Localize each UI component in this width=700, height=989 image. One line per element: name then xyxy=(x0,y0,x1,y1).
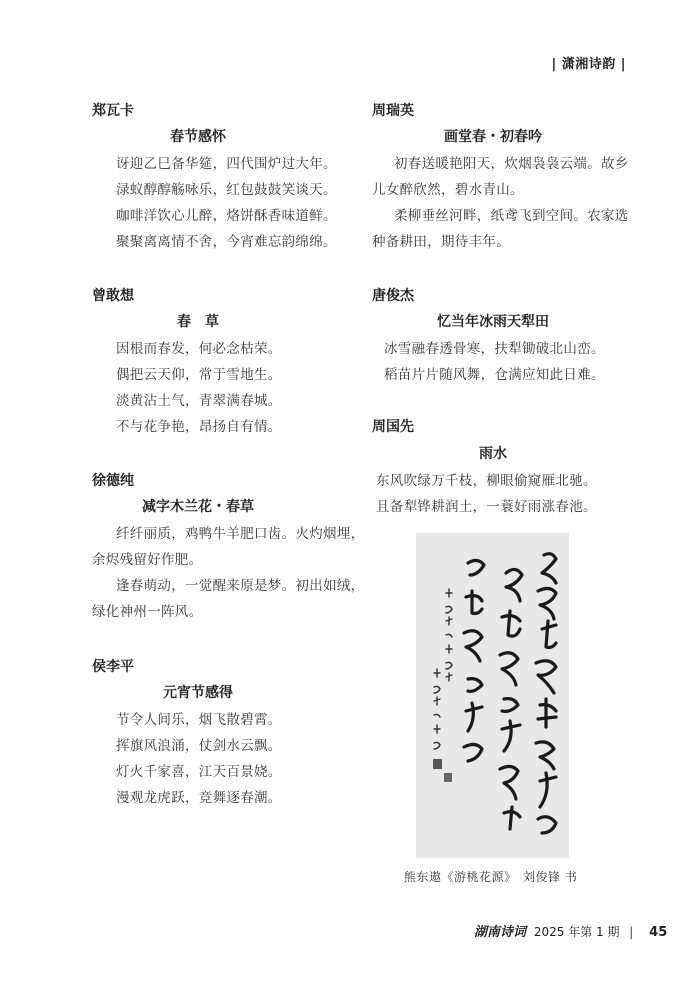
calligraphy-artwork xyxy=(416,533,569,858)
poem-title: 春节感怀 xyxy=(170,129,226,145)
poem-line: 儿女醉欣然，碧水青山。 xyxy=(372,182,524,198)
poem-line: 且备犁铧耕润土，一蓑好雨涨春池。 xyxy=(376,499,597,515)
poem-line: 挥旗风浪涌，仗剑水云飘。 xyxy=(116,738,282,754)
poem-line: 节令人间乐，烟飞散碧霄。 xyxy=(116,712,282,728)
poem-line: 渌蚁醇醇觞咏乐，红包鼓鼓笑谈天。 xyxy=(116,182,337,198)
poem-title: 雨水 xyxy=(479,446,507,462)
poem-title: 元宵节感得 xyxy=(163,685,233,701)
poem-line: 不与花争艳，昂扬自有情。 xyxy=(116,419,282,435)
poem-title: 忆当年冰雨天犁田 xyxy=(437,314,549,330)
section-tag: | 潇湘诗韵 | xyxy=(551,57,626,72)
poem-line: 讶迎乙巳备华筵，四代围炉过大年。 xyxy=(116,156,337,172)
poem-line: 逢春萌动，一觉醒来原是梦。初出如绒， xyxy=(116,578,365,594)
poem-title: 画堂春・初春吟 xyxy=(444,129,542,145)
poem-line: 咖啡洋饮心儿醉，烙饼酥香味道鲜。 xyxy=(116,208,337,224)
poem-line: 聚聚离离情不舍，今宵难忘韵绵绵。 xyxy=(116,234,337,250)
poem-line: 偶把云天仰，常于雪地生。 xyxy=(116,367,282,383)
poem-line: 东风吹绿万千枝，柳眼偷窥雁北驰。 xyxy=(376,473,597,489)
poem-author: 徐德纯 xyxy=(92,473,134,489)
poem-line: 柔柳垂丝河畔，纸鸢飞到空间。农家选 xyxy=(394,208,629,224)
issue-label: 2025 年第 1 期 xyxy=(533,925,620,939)
poem-line: 初春送暖艳阳天，炊烟袅袅云端。故乡 xyxy=(394,156,629,172)
poem-author: 周国先 xyxy=(372,419,414,435)
poem-line: 绿化神州一阵风。 xyxy=(92,604,203,620)
poem-title: 春 草 xyxy=(177,314,219,330)
poem-author: 周瑞英 xyxy=(372,103,414,119)
artwork-caption: 熊东遨《游桃花源》 刘俊锋 书 xyxy=(404,870,578,884)
poem-title: 减字木兰花・春草 xyxy=(142,499,254,515)
poem-author: 唐俊杰 xyxy=(372,288,414,304)
poem-line: 因根而春发，何必念枯荣。 xyxy=(116,341,282,357)
poem-line: 淡黄沾土气，青翠满春城。 xyxy=(116,393,282,409)
poem-line: 余烬残留好作肥。 xyxy=(92,552,203,568)
poem-line: 稻苗片片随风舞，仓满应知此日难。 xyxy=(384,367,605,383)
poem-author: 郑瓦卡 xyxy=(92,103,134,119)
poem-author: 曾敢想 xyxy=(92,288,134,304)
poem-author: 侯李平 xyxy=(92,659,134,675)
poem-line: 种备耕田，期待丰年。 xyxy=(372,234,510,250)
calligraphy-brush-strokes-icon xyxy=(416,533,569,858)
footer-divider: | xyxy=(629,925,634,939)
poem-line: 漫观龙虎跃，竞舞逐春潮。 xyxy=(116,790,282,806)
poem-line: 灯火千家喜，江天百景娆。 xyxy=(116,764,282,780)
journal-name: 湖南诗词 xyxy=(474,925,527,940)
page-number: 45 xyxy=(649,925,668,940)
page-footer xyxy=(474,921,667,940)
poem-line: 冰雪融春透骨寒，扶犁锄破北山峦。 xyxy=(384,341,605,357)
poem-line: 纤纤丽质，鸡鸭牛羊肥口齿。火灼烟埋， xyxy=(116,526,365,542)
